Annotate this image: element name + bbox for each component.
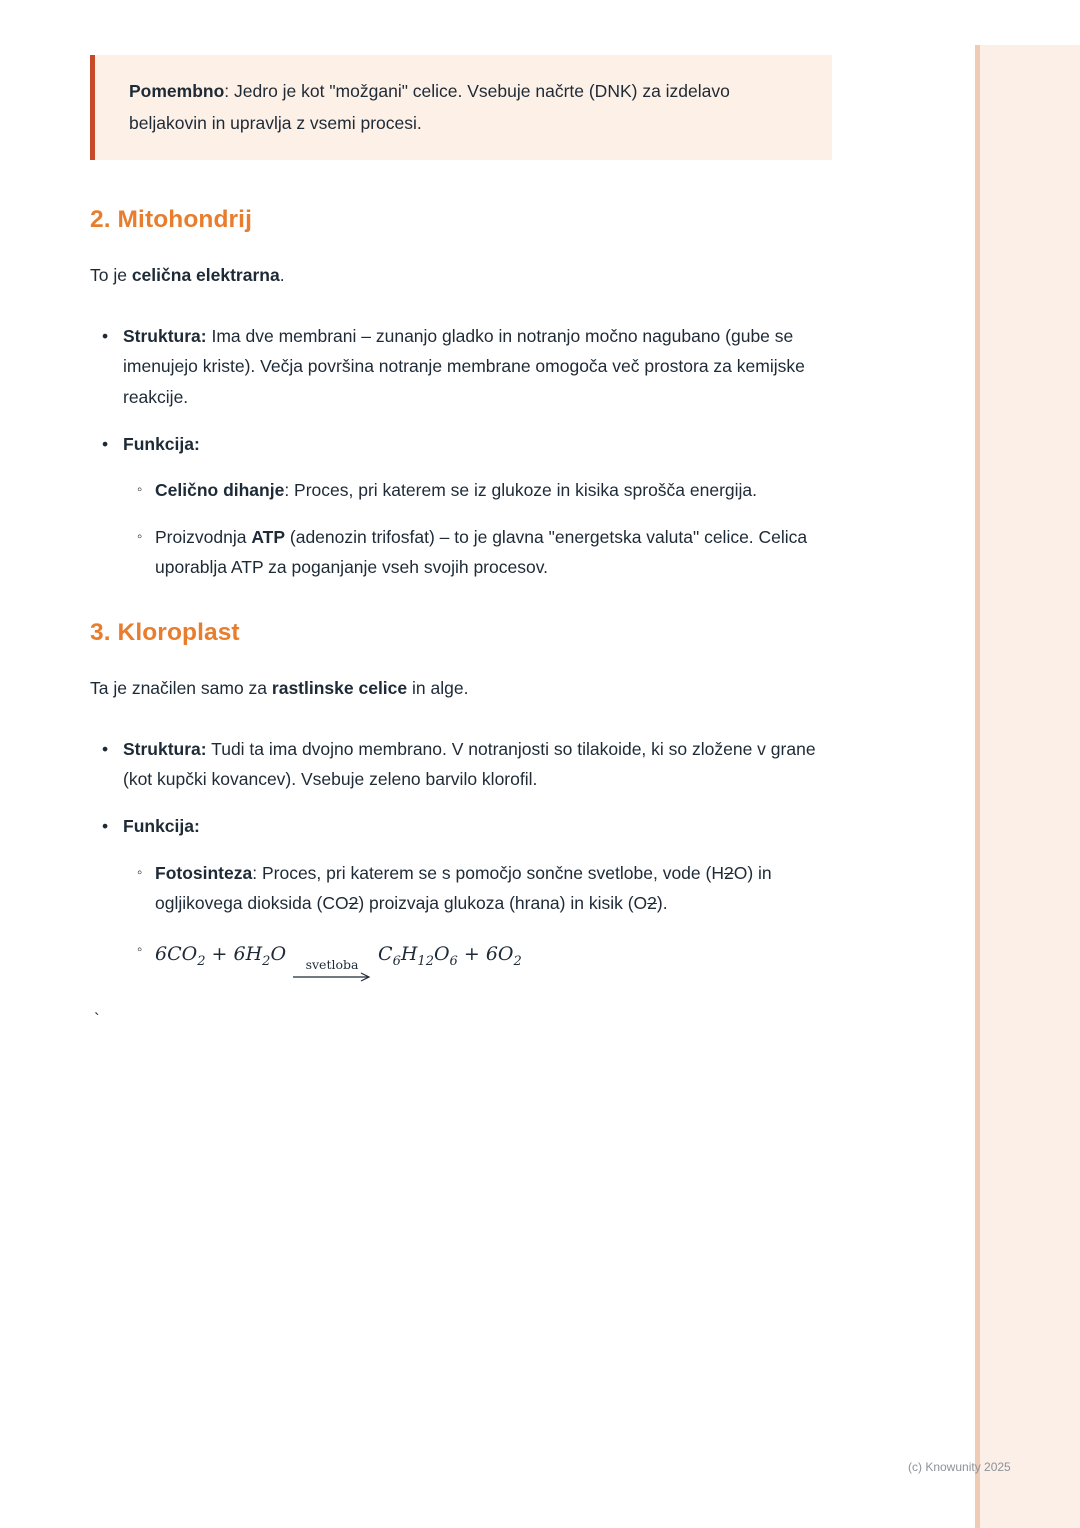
formula-subscript: 2: [513, 953, 522, 969]
struck-subscript: 2: [348, 893, 359, 914]
sublist-item-equation: [90, 935, 942, 983]
document-content: [90, 55, 942, 1030]
section-3-intro: [90, 673, 942, 704]
struktura-text: Ima dve membrani – zunanjo gladko in notranjo močno nagubano (gube se imenujejo kriste). Večja površina notranje membrane omogoča več prostora za kemijske reakcije.: [123, 325, 805, 407]
formula-subscript: 12: [417, 953, 434, 969]
callout-label: Pomembno: [129, 81, 225, 101]
list-item-text: [123, 734, 829, 795]
section-mitohondrij: [90, 206, 942, 583]
intro-text-end: in alge.: [407, 678, 469, 698]
copyright-text: (c) Knowunity 2025: [908, 1460, 1011, 1474]
formula-subscript: 2: [262, 953, 271, 969]
formula-term: O: [433, 942, 450, 965]
formula-term: O: [270, 942, 287, 965]
formula-segment: [155, 942, 287, 969]
list-item-text: [123, 321, 829, 413]
list-item-text: [123, 811, 200, 842]
fotosinteza-label: Fotosinteza: [155, 862, 253, 883]
struck-subscript: 2: [647, 893, 657, 914]
struck-subscript: 2: [723, 862, 734, 883]
funkcija-label: Funkcija:: [123, 433, 200, 454]
intro-text: Ta je značilen samo za: [90, 678, 272, 698]
formula-subscript: 6: [449, 953, 458, 969]
bullet-icon: •: [102, 738, 109, 759]
bullet-icon: •: [102, 325, 109, 346]
sublist-item-text: [155, 858, 861, 919]
formula-term: H: [400, 942, 418, 965]
important-callout: [90, 55, 832, 160]
intro-bold: celična elektrarna: [131, 265, 280, 285]
list-item-funkcija: [90, 811, 942, 842]
intro-bold: rastlinske celice: [271, 678, 408, 698]
reaction-arrow: [293, 956, 371, 983]
list-item-text: [123, 429, 200, 460]
callout-text: [129, 76, 806, 139]
atp-text-pre: Proizvodnja: [155, 526, 252, 547]
dihanje-text: : Proces, pri katerem se iz glukoze in kisika sprošča energija.: [284, 480, 758, 501]
page-edge-strip: [975, 45, 1080, 1528]
sub-bullet-icon: ◦: [137, 863, 143, 881]
sublist-item-text: [155, 522, 861, 583]
sublist-item-atp: [90, 522, 942, 583]
fotosinteza-text: O) in ogljikovega dioksida (CO: [155, 862, 772, 914]
section-kloroplast: [90, 619, 942, 1030]
section-2-list: [90, 321, 942, 583]
intro-text: To je: [90, 265, 132, 285]
formula-term: C: [378, 942, 393, 965]
dihanje-label: Celično dihanje: [155, 480, 285, 501]
section-3-list: [90, 734, 942, 983]
struktura-label: Struktura:: [123, 738, 207, 759]
bullet-icon: •: [102, 433, 109, 454]
sub-bullet-icon: ◦: [137, 481, 143, 499]
fotosinteza-text: ) proizvaja glukoza (hrana) in kisik (O: [358, 893, 648, 914]
sublist-item-fotosinteza: [90, 858, 942, 919]
fotosinteza-text: : Proces, pri katerem se s pomočjo sončne svetlobe, vode (H: [252, 862, 724, 883]
funkcija-label: Funkcija:: [123, 815, 200, 836]
sublist-item-text: [155, 475, 757, 506]
intro-text-end: .: [279, 265, 285, 285]
formula-subscript: 6: [392, 953, 401, 969]
list-item-struktura: [90, 734, 942, 795]
formula-subscript: 2: [197, 953, 206, 969]
bullet-icon: •: [102, 815, 109, 836]
atp-text-post: (adenozin trifosfat) – to je glavna "energetska valuta" celice. Celica uporablja ATP za poganjanje vseh svojih procesov.: [155, 526, 808, 578]
stray-backtick: `: [94, 1010, 100, 1030]
formula-term: + 6H: [205, 942, 263, 965]
formula-segment: [378, 942, 522, 969]
sub-bullet-icon: ◦: [137, 940, 143, 958]
struktura-label: Struktura:: [123, 325, 207, 346]
formula-term: 6CO: [155, 942, 198, 965]
section-3-heading: 3. Kloroplast: [90, 619, 240, 646]
reaction-condition-label: svetloba: [305, 956, 359, 972]
fotosinteza-text: ).: [656, 893, 668, 914]
photosynthesis-equation: [155, 935, 522, 983]
atp-bold: ATP: [251, 526, 286, 547]
struktura-text: Tudi ta ima dvojno membrano. V notranjosti so tilakoide, ki so zložene v grane (kot kupčki kovancev). Vsebuje zeleno barvilo klorofil.: [123, 738, 816, 790]
list-item-funkcija: [90, 429, 942, 460]
right-arrow-icon: [293, 972, 371, 982]
list-item-struktura: [90, 321, 942, 413]
formula-term: + 6O: [457, 942, 514, 965]
sublist-item-celicno-dihanje: [90, 475, 942, 506]
section-2-intro: [90, 260, 942, 291]
sub-bullet-icon: ◦: [137, 527, 143, 545]
section-2-heading: 2. Mitohondrij: [90, 206, 252, 233]
callout-body: : Jedro je kot "možgani" celice. Vsebuje načrte (DNK) za izdelavo beljakovin in upravlja z vsemi procesi.: [129, 81, 730, 133]
